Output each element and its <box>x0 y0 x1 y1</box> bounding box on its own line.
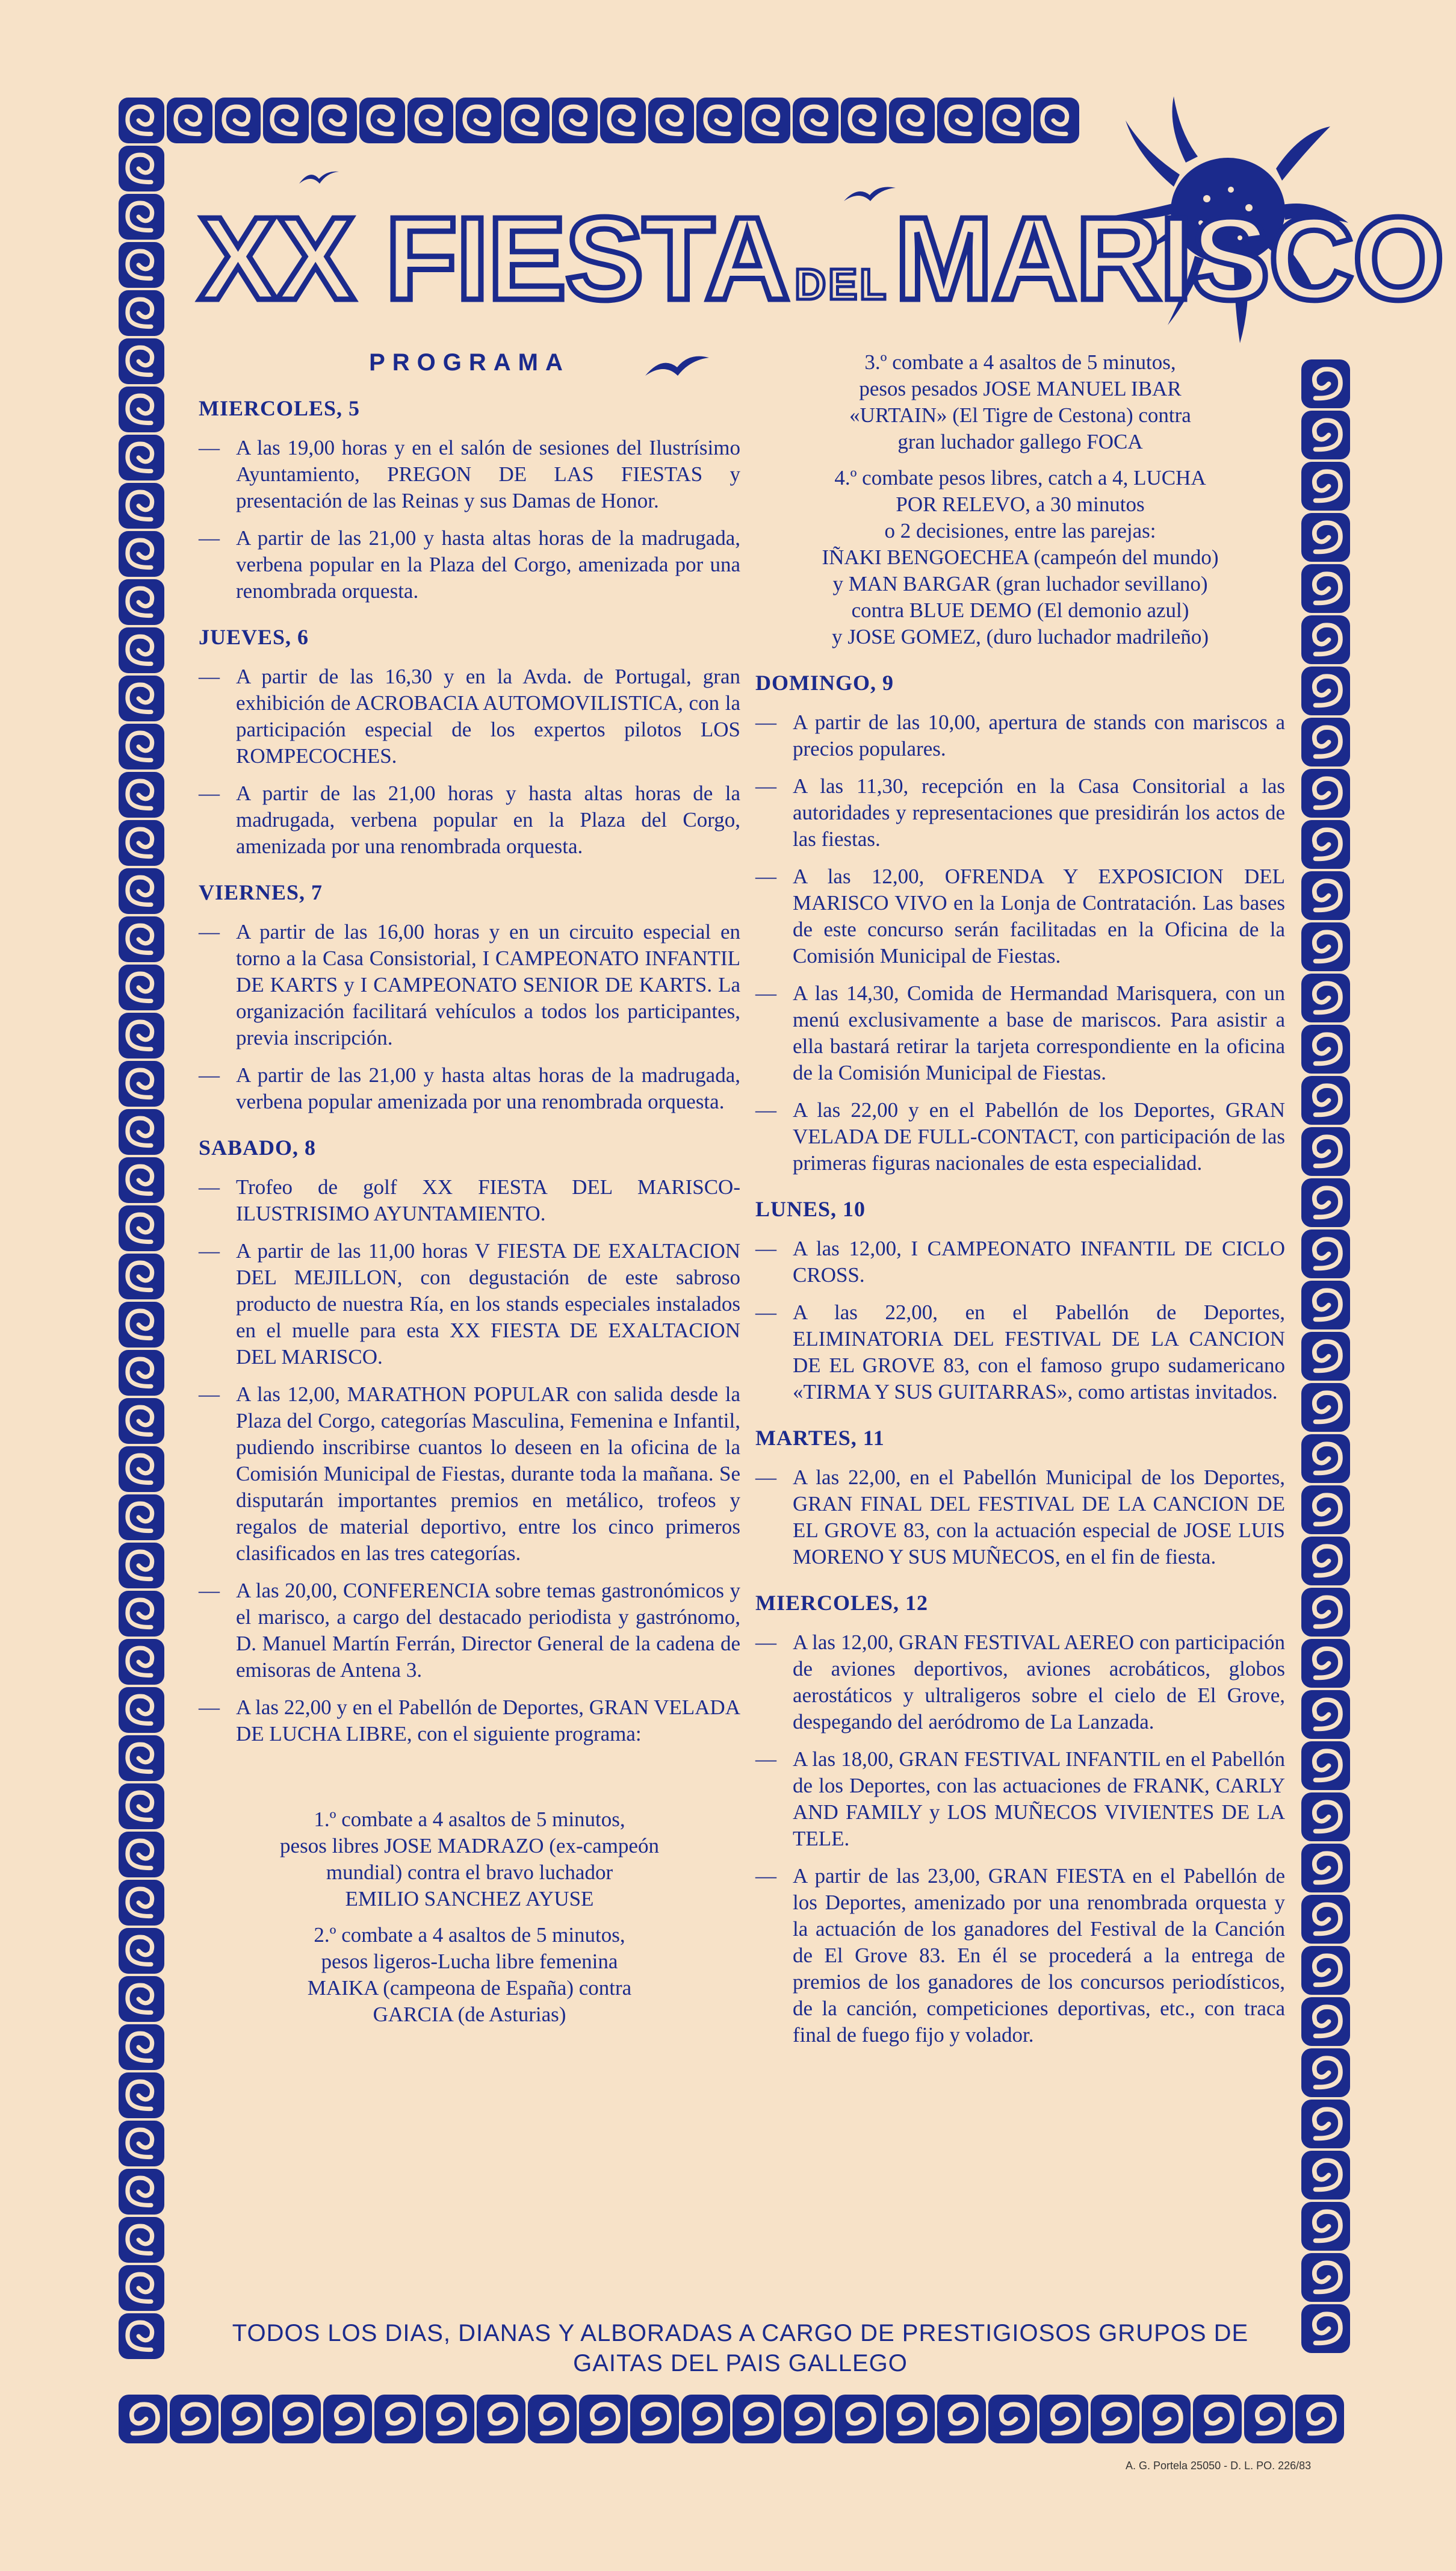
day-heading: MIERCOLES, 12 <box>755 1591 929 1615</box>
bottom-border-spirals <box>117 2393 1354 2445</box>
day-heading: SABADO, 8 <box>199 1136 317 1160</box>
schedule-item: — A las 22,00, en el Pabellón de Deportes, ELIMINATORIA DEL FESTIVAL DE LA CANCION DE EL GROVE 83, con el famoso grupo sudamericano «TIRMA Y SUS GUITARRAS», como artistas invitados. <box>755 1299 1285 1405</box>
title-suffix: MARISCO <box>894 193 1443 325</box>
combat-line: POR RELEVO, a 30 minutos <box>896 493 1145 516</box>
left-schedule <box>199 395 740 1747</box>
printer-credit: A. G. Portela 25050 - D. L. PO. 226/83 <box>1126 2460 1312 2472</box>
combat-line: «URTAIN» (El Tigre de Cestona) contra <box>849 403 1191 427</box>
combat-block <box>755 465 1285 650</box>
left-column <box>199 349 740 2038</box>
schedule-item: — A partir de las 21,00 y hasta altas horas de la madrugada, verbena popular en la Plaza del Corgo, amenizada por una renombrada orquesta. <box>199 525 740 605</box>
combat-line: MAIKA (campeona de España) contra <box>307 1976 632 2000</box>
combat-line: pesos pesados JOSE MANUEL IBAR <box>859 377 1182 400</box>
combat-line: gran luchador gallego FOCA <box>897 430 1143 453</box>
day-heading: VIERNES, 7 <box>199 880 323 904</box>
schedule-item: — A las 12,00, OFRENDA Y EXPOSICION DEL MARISCO VIVO en la Lonja de Contratación. Las bases de este concurso serán facilitadas en la Oficina de la Comisión Municipal de Fiestas. <box>755 863 1285 969</box>
title-prefix: XX FIESTA <box>199 193 789 325</box>
combat-block <box>199 1806 740 1912</box>
schedule-item: — A las 14,30, Comida de Hermandad Marisquera, con un menú exclusivamente a base de mariscos. Para asistir a ella bastará retirar la tarjeta correspondiente en la oficina de la Comisión Municipal de Fiestas. <box>755 980 1285 1086</box>
schedule-item: — A partir de las 16,00 horas y en un circuito especial en torno a la Casa Consistorial, I CAMPEONATO INFANTIL DE KARTS y I CAMPEONATO SENIOR DE KARTS. La organización facilitará vehículos a todos los participantes, previa inscripción. <box>199 919 740 1051</box>
combat-line: 4.º combate pesos libres, catch a 4, LUCHA <box>834 466 1206 490</box>
combat-line: y MAN BARGAR (gran luchador sevillano) <box>832 572 1208 595</box>
day-heading: DOMINGO, 9 <box>755 671 894 695</box>
combat-line: IÑAKI BENGOECHEA (campeón del mundo) <box>822 546 1219 569</box>
combat-line: pesos libres JOSE MADRAZO (ex-campeón <box>280 1834 659 1858</box>
left-combats <box>199 1806 740 2028</box>
combat-line: o 2 decisiones, entre las parejas: <box>884 519 1156 542</box>
combat-line: pesos ligeros-Lucha libre femenina <box>321 1950 618 1973</box>
schedule-item: — A las 20,00, CONFERENCIA sobre temas gastronómicos y el marisco, a cargo del destacado periodista y gastrónomo, D. Manuel Martín Ferrán, Director General de la cadena de emisoras de Antena 3. <box>199 1578 740 1683</box>
combat-line: 2.º combate a 4 asaltos de 5 minutos, <box>314 1923 625 1947</box>
top-border-spirals <box>117 96 1092 145</box>
day-heading: MARTES, 11 <box>755 1426 885 1450</box>
footer-note <box>199 2318 1282 2378</box>
right-combats <box>755 349 1285 650</box>
combat-line: EMILIO SANCHEZ AYUSE <box>345 1887 594 1910</box>
schedule-item: — A partir de las 21,00 y hasta altas horas de la madrugada, verbena popular amenizada por una renombrada orquesta. <box>199 1062 740 1115</box>
schedule-item: — Trofeo de golf XX FIESTA DEL MARISCO-ILUSTRISIMO AYUNTAMIENTO. <box>199 1174 740 1227</box>
day-heading: LUNES, 10 <box>755 1197 866 1221</box>
combat-line: 1.º combate a 4 asaltos de 5 minutos, <box>314 1808 625 1831</box>
footer-line: TODOS LOS DIAS, DIANAS Y ALBORADAS A CARGO DE PRESTIGIOSOS GRUPOS DE <box>232 2320 1249 2346</box>
day-heading: JUEVES, 6 <box>199 625 309 649</box>
seagull-icon <box>298 166 340 187</box>
day-heading: MIERCOLES, 5 <box>199 396 361 420</box>
combat-line: contra BLUE DEMO (El demonio azul) <box>851 598 1189 622</box>
title-middle: DEL <box>795 261 889 309</box>
left-border-spirals <box>117 145 166 2390</box>
schedule-item: — A partir de las 16,30 y en la Avda. de Portugal, gran exhibición de ACROBACIA AUTOMOVILISTICA, con la participación especial de los expertos pilotos LOS ROMPECOCHES. <box>199 664 740 769</box>
poster-title <box>199 193 1443 325</box>
schedule-item: — A las 12,00, I CAMPEONATO INFANTIL DE CICLO CROSS. <box>755 1236 1285 1289</box>
schedule-item: — A las 12,00, GRAN FESTIVAL AEREO con participación de aviones deportivos, aviones acrobáticos, globos aerostáticos y ultraligeros sobre el cielo de El Grove, despegando del aeródromo de La Lanzada. <box>755 1629 1285 1735</box>
combat-line: mundial) contra el bravo luchador <box>326 1861 613 1884</box>
schedule-item: — A las 22,00 y en el Pabellón de Deportes, GRAN VELADA DE LUCHA LIBRE, con el siguiente programa: <box>199 1694 740 1747</box>
schedule-item: — A partir de las 11,00 horas V FIESTA DE EXALTACION DEL MEJILLON, con degustación de este sabroso producto de nuestra Ría, en los stands especiales instalados en el muelle para esta XX FIESTA DE EXALTACION DEL MARISCO. <box>199 1238 740 1370</box>
program-heading: PROGRAMA <box>369 349 570 376</box>
schedule-item: — A las 12,00, MARATHON POPULAR con salida desde la Plaza del Corgo, categorías Masculina, Femenina e Infantil, pudiendo inscribirse cuantos lo deseen en la oficina de la Comisión Municipal de Fiestas, durante toda la mañana. Se disputarán importantes premios en metálico, trofeos y regalos de material deportivo, entre los cinco primeros clasificados en las tres categorías. <box>199 1381 740 1567</box>
schedule-item: — A partir de las 23,00, GRAN FIESTA en el Pabellón de los Deportes, amenizado por una renombrada orquesta y la actuación de los ganadores del Festival de la Canción de El Grove 83. En él se procederá a la entrega de premios de los ganadores de los concursos periodísticos, de la canción, competiciones deportivas, etc., con traca final de fuego fijo y volador. <box>755 1863 1285 2048</box>
right-column <box>755 349 1285 2059</box>
combat-block <box>199 1922 740 2028</box>
footer-line: GAITAS DEL PAIS GALLEGO <box>573 2350 908 2377</box>
schedule-item: — A las 18,00, GRAN FESTIVAL INFANTIL en el Pabellón de los Deportes, con las actuaciones de FRANK, CARLY AND FAMILY y LOS MUÑECOS VIVIENTES DE LA TELE. <box>755 1746 1285 1852</box>
schedule-item: — A las 11,30, recepción en la Casa Consitorial a las autoridades y representaciones que presidirán los actos de las fiestas. <box>755 773 1285 853</box>
combat-line: 3.º combate a 4 asaltos de 5 minutos, <box>864 350 1176 374</box>
combat-line: y JOSE GOMEZ, (duro luchador madrileño) <box>832 625 1209 648</box>
schedule-item: — A partir de las 21,00 horas y hasta altas horas de la madrugada, verbena popular en la Plaza del Corgo, amenizada por una renombrada orquesta. <box>199 780 740 860</box>
schedule-item: — A partir de las 10,00, apertura de stands con mariscos a precios populares. <box>755 709 1285 762</box>
right-schedule <box>755 670 1285 2048</box>
right-border-spirals <box>1300 358 1351 2393</box>
schedule-item: — A las 22,00, en el Pabellón Municipal de los Deportes, GRAN FINAL DEL FESTIVAL DE LA CANCION DE EL GROVE 83, con la actuación especial de JOSE LUIS MORENO Y SUS MUÑECOS, en el fin de fiesta. <box>755 1464 1285 1570</box>
schedule-item: — A las 22,00 y en el Pabellón de los Deportes, GRAN VELADA DE FULL-CONTACT, con participación de las primeras figuras nacionales de esta especialidad. <box>755 1097 1285 1177</box>
schedule-item: — A las 19,00 horas y en el salón de sesiones del Ilustrísimo Ayuntamiento, PREGON DE LAS FIESTAS y presentación de las Reinas y sus Damas de Honor. <box>199 435 740 514</box>
combat-line: GARCIA (de Asturias) <box>373 2003 566 2026</box>
combat-block <box>755 349 1285 455</box>
